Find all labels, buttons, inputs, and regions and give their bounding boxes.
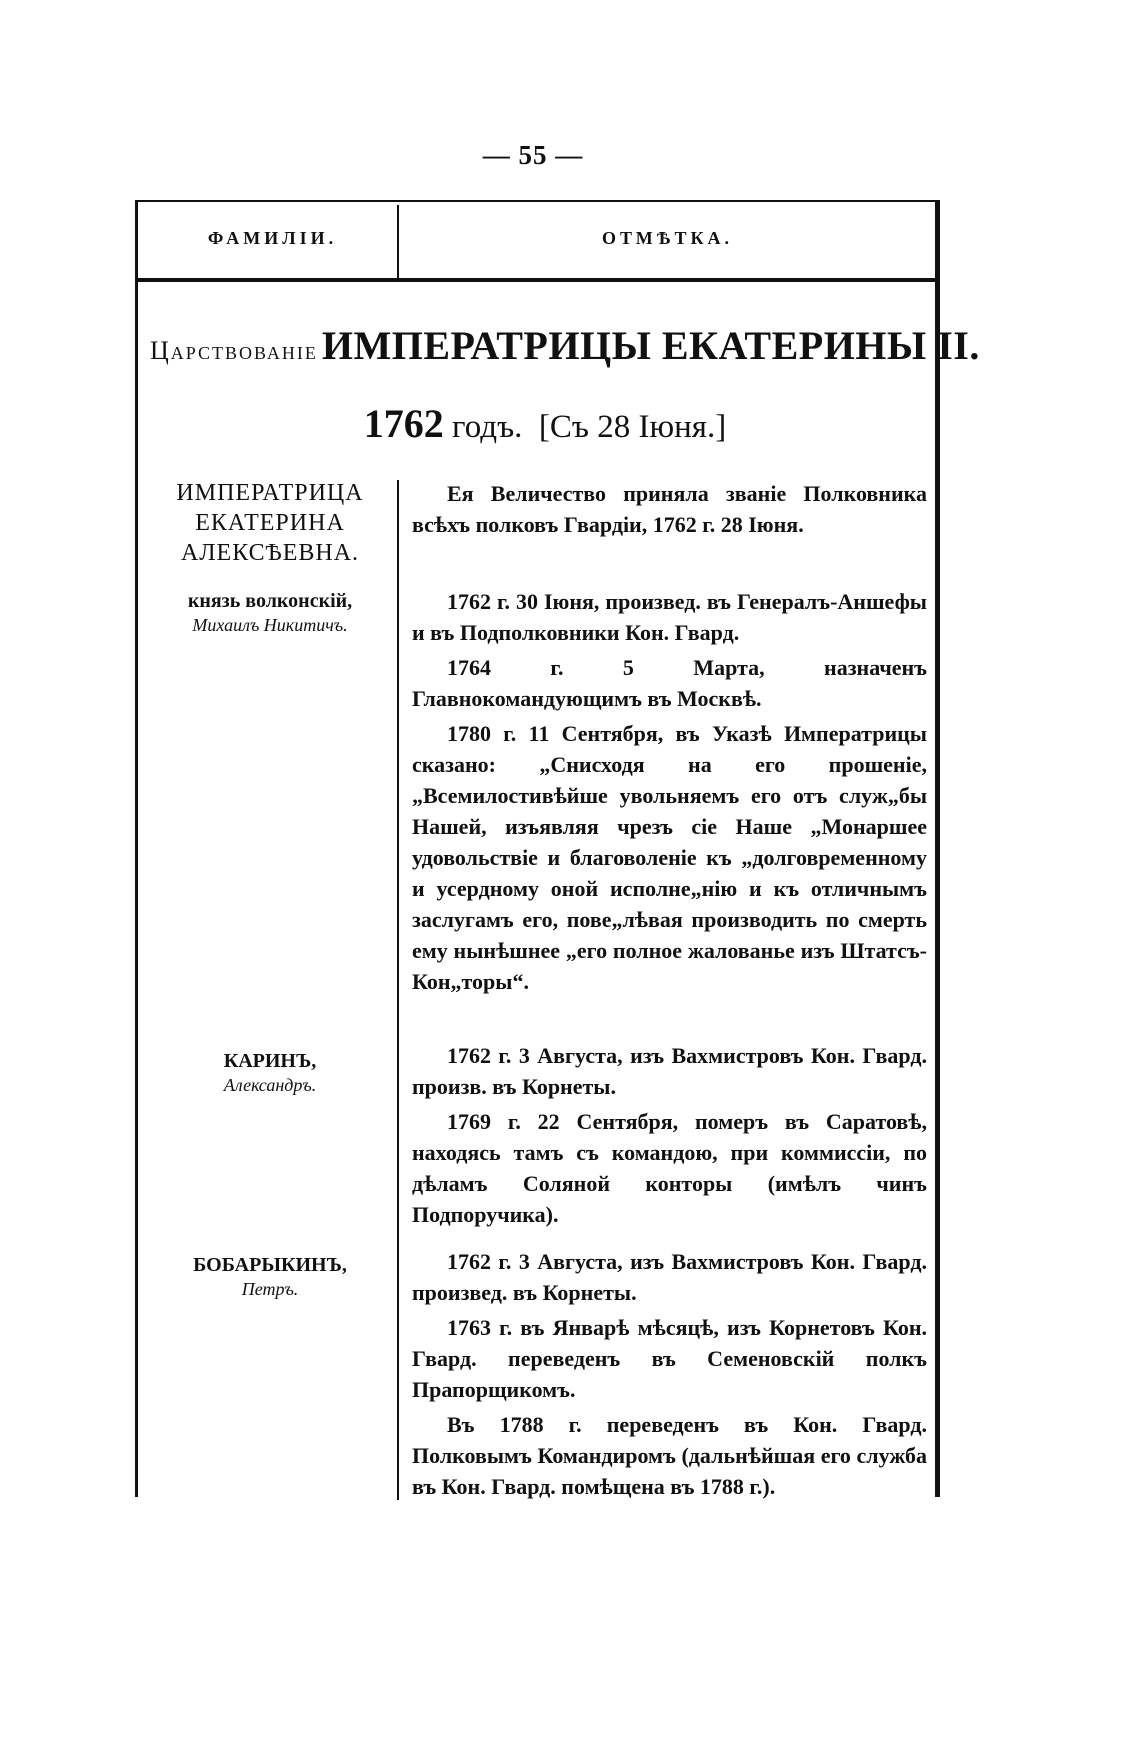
note-paragraph: 1762 г. 30 Іюня, произвед. въ Генералъ-Аншефы и въ Подполковники Кон. Гвард. <box>412 589 927 645</box>
header-rule <box>135 278 940 282</box>
entry-notes-karin <box>412 1040 927 1234</box>
entry-name-karin <box>150 1048 390 1096</box>
name-title: КАРИНЪ, <box>223 1050 317 1072</box>
name-given: Петръ. <box>241 1279 299 1299</box>
column-divider <box>397 480 399 1500</box>
name-line: АЛЕКСѢЕВНА. <box>180 540 360 566</box>
reign-prefix: Царствованіе <box>150 336 318 365</box>
note-paragraph: 1762 г. 3 Августа, изъ Вахмистровъ Кон. Гвард. произвед. въ Корнеты. <box>412 1249 927 1305</box>
note-paragraph: 1762 г. 3 Августа, изъ Вахмистровъ Кон. Гвард. произв. въ Корнеты. <box>412 1043 927 1099</box>
note-paragraph: 1769 г. 22 Сентября, померъ въ Саратовѣ, находясь тамъ съ командою, при коммиссіи, по дѣламъ Соляной конторы (имѣлъ чинъ Подпоручика). <box>412 1109 927 1227</box>
entry-notes-volkonsky <box>412 586 927 1001</box>
year-number: 1762 <box>363 401 444 446</box>
reign-title: ИМПЕРАТРИЦЫ ЕКАТЕРИНЫ II. <box>321 323 980 368</box>
page-number: — 55 — <box>482 140 584 170</box>
name-given: Александръ. <box>223 1075 317 1095</box>
name-title: БОБАРЫКИНЪ, <box>193 1254 347 1276</box>
reign-heading <box>150 322 980 369</box>
column-header-notes: ОТМѢТКА. <box>601 228 734 248</box>
year-heading <box>150 400 940 447</box>
column-header-surnames: ФАМИЛІИ. <box>207 228 338 248</box>
name-line: ЕКАТЕРИНА <box>195 510 345 536</box>
entry-notes-bobarykin <box>412 1246 927 1506</box>
note-paragraph: Въ 1788 г. переведенъ въ Кон. Гвард. Полковымъ Командиромъ (дальнѣйшая его служба въ Кон. Гвард. помѣщена въ 1788 г.). <box>412 1412 927 1499</box>
note-paragraph: 1763 г. въ Январѣ мѣсяцѣ, изъ Корнетовъ Кон. Гвард. переведенъ въ Семеновскій полкъ Прапорщикомъ. <box>412 1315 927 1402</box>
header-column-divider <box>397 205 399 278</box>
name-line: ИМПЕРАТРИЦА <box>176 480 364 506</box>
year-word: годъ. <box>452 409 523 445</box>
entry-name-empress <box>150 478 390 568</box>
entry-notes-empress <box>412 478 927 544</box>
entry-name-volkonsky <box>150 588 390 636</box>
note-paragraph: 1764 г. 5 Марта, назначенъ Главнокомандующимъ въ Москвѣ. <box>412 655 927 711</box>
entry-name-bobarykin <box>150 1252 390 1300</box>
name-given: Михаилъ Никитичъ. <box>192 615 348 635</box>
name-title: князь волконскій, <box>187 590 353 612</box>
note-paragraph: Ея Величество приняла званіе Полковника всѣхъ полковъ Гвардіи, 1762 г. 28 Іюня. <box>412 481 927 537</box>
year-date: [Съ 28 Іюня.] <box>538 409 727 445</box>
note-paragraph: 1780 г. 11 Сентября, въ Указѣ Императрицы сказано: „Снисходя на его прошеніе, „Всемилостивѣйше увольняемъ его отъ служ„бы Нашей, изъявляя чрезъ сіе Наше „Монаршее удовольствіе и благоволеніе къ „долговременному и усердному оной исполне„нію и къ отличнымъ заслугамъ его, пове„лѣвая производить по смерть ему нынѣшнее „его полное жалованье изъ Штатсъ-Кон„торы“. <box>412 721 927 994</box>
